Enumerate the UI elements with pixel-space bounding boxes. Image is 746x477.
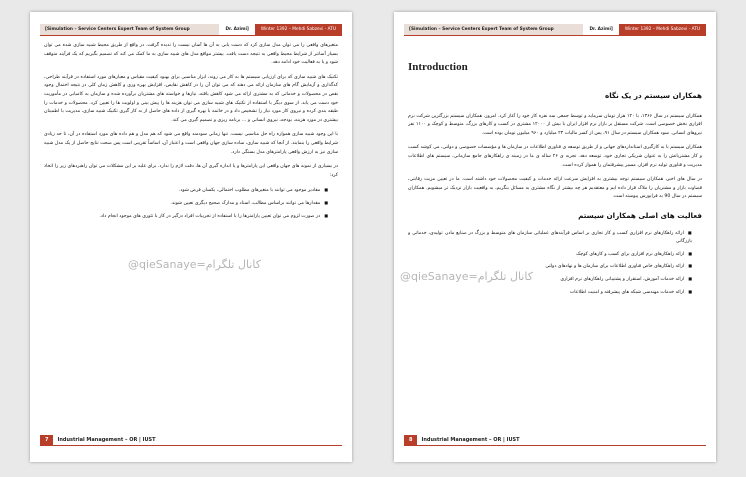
list-item: ■ ارائه راهکارهای خاص فناوری اطلاعات برای سازمان ها و نهادهای دولتی xyxy=(408,262,692,272)
document-page-right xyxy=(394,12,716,462)
page-number: 8 xyxy=(404,435,417,446)
header-title: [Simulation – Service Centers Expert Team of System Group xyxy=(40,24,219,35)
header-rule xyxy=(404,35,706,36)
paragraph: همکاران سیستم در سال ۱۳۶۶، با ۱۲۰ هزار تومان سرمایه و توسط جمعی سه نفره کار خود را آغاز کرد. امروز، همکاران سیستم بزرگترین شرکت نرم افزاری بخش خصوصی است. شرکت مستقل بر بازار نرم افزار ایران با بیش از ۱۲۰۰۰ مشتری در کسب و کارهای بزرگ، متوسط و کوچک و ۱۱۰۰ نفر نیروهای انسانی. سود همکاران سیستم در سال ۹۱، پس از کسر مالیات ۲۳ میلیارد و ۹۶۰ میلیون تومان بوده است. xyxy=(408,113,702,136)
list-item: ■ ارائه خدمات آموزش، استقرار و پشتیبانی راهکارهای نرم افزاری xyxy=(408,275,692,285)
section-heading: همکاران سیستم در یک نگاه xyxy=(604,91,702,100)
page-header xyxy=(40,24,342,35)
page-footer xyxy=(40,435,342,446)
watermark-text: @qieSanaye=کانال تلگرام xyxy=(400,270,533,283)
page-body xyxy=(408,76,702,428)
list-item: ■ ارائه راهکارهای نرم افزاری برای کسب و کارهای کوچک xyxy=(408,250,692,260)
list-item: ■ مقدارها می توانند براساس مطالب، اسناد و مدارک صحیح دیگری تعیین شوند. xyxy=(44,199,328,209)
paragraph: تکنیک های شبیه سازی که برای ارزیابی سیستم ها به کار می روند، ابزار مناسبی برای بهبود کیفیت مقیاس و معیارهای مورد استفاده در فرآیند طراحی، کدگذاری و آزمایش گام های سازمان ارائه می دهند که می توان آن را در کاهش نقایص، افزایش بهره وری و کاهش زمان کلی در نتیجه احتمال وجود نقص در محصولات و خدماتی که به مشتری ارائه می شود کاهش یافته، نیازها و خواسته های مشتریان برآورده شده و سازمان به کامیابی در مأموریت خود دست می یابد. از سوی دیگر با استفاده از تکنیک های شبیه سازی می توان هزینه ها را پیش بینی و اولویت ها را تعیین کرد. محصولات و خدمات را طبقه بندی کرده و نیروی کار مورد نیاز را تشخیص داد و در خاتمه با بهره گیری از داده های حاصل از به کار گیری تکنیک شبیه سازی، مدیریت با اطمینان بیشتری در مورد هزینه، بودجه، نیروی انسانی و ... برنامه ریزی و تصمیم گیری می کند. xyxy=(44,74,338,123)
list-item: ■ در صورت لزوم می توان تعیین پارامترها را با استفاده از تجربیات افراد درگیر در کار با تئوری های موجود انجام داد. xyxy=(44,212,328,222)
document-page-left xyxy=(30,12,352,462)
footer-course: Industrial Management – OR | IUST xyxy=(57,437,156,443)
header-rule xyxy=(40,35,342,36)
header-author: Dr. Azimi] xyxy=(583,24,618,35)
header-title: [Simulation – Service Centers Expert Team of System Group xyxy=(404,24,583,35)
list-item: ■ ارائه خدمات مهندسی شبکه های پیشرفته و امنیت اطلاعات xyxy=(408,288,692,298)
paragraph: همکاران سیستم با به کارگیری استانداردهای جهانی و از طریق توسعه ی فناوری اطلاعات در سازمان ها و مؤسسات خصوصی و دولتی، می کوشد کسب و کار مشتریانش را به عنوان شریکی تجاری خود، توسعه دهد. تجربه ی ۲۶ ساله ی ما در زمینه ی راهکارهای جامع سازمانی، سیستم های اطلاعات مدیریت و فناوری تولید نرم افزار، مسیر پیشرفتمان را هموار کرده است. xyxy=(408,145,702,168)
header-author: Dr. Azimi] xyxy=(219,24,254,35)
paragraph: با این وجود شبیه سازی همواره راه حل مناسبی نیست. تنها زمانی سودمند واقع می شود که هم مدل و هم داده های مورد استفاده در آن، تا حد زیادی شرایط واقعی را بنمایند. از آنجا که شبیه سازی، ساده سازی جهان واقعی است و اعتبار آن، اساساً تقریبی است پس صحت نتایج حاصل از یک مدل شبیه سازی نیز به ارزش واقعی پارامترهای مدل بستگی دارد. xyxy=(44,132,338,155)
list-item: ■ مقادیر موجود می توانند با متغیرهای مطلوب احتمالی، یکسان فرض شود. xyxy=(44,186,328,196)
list-item: ■ ارائه راهکارهای نرم افزاری کسب و کار تجاری بر اساس فرآیندهای عملیاتی سازمان های متوسط و بزرگ در صنایع مادر، تولیدی، خدماتی و بازرگانی xyxy=(408,229,692,247)
paragraph: در بسیاری از نمونه های جهان واقعی این پارامترها و یا اندازه گیری آن ها، دقت لازم را ندارد. برای غلبه بر این مشکلات می توان راهبردهای زیر را اتخاذ کرد: xyxy=(44,164,338,178)
bullet-list xyxy=(44,186,338,221)
header-term: Winter 1392 – Mehdi Sabzevi - ATU xyxy=(619,24,706,35)
section-title: Introduction xyxy=(408,61,468,73)
paragraph: متغیرهای واقعی را می توان مدل سازی کرد که دست یابی به آن ها آسان نیست را تدیده گرفت. در واقع از طریق محیط شبیه سازی شده می توان بسیار آسانتر از شرایط محیط واقعی به نتیجه دست یافت. بیشتر مواقع مدل های شبیه سازی به ما کمک می کند که تصمیم بگیریم که یک فرآیند متوقف شود و یا به فعالیت خود ادامه دهد. xyxy=(44,43,338,66)
section-heading: فعالیت های اصلی همکاران سیستم xyxy=(578,210,702,220)
page-body xyxy=(44,42,338,428)
paragraph: در سال های اخیر، همکاران سیستم توجه بیشتری به افزایش سرعت ارائه خدمات و کیفیت محصولات خود داشته است. ما در تعیین مزیت رقابتی، قضاوت بازار و مشتریان را ملاک قرار داده ایم و معتقدیم هر چه بیشتر از نگاه مشتری به مسائل بنگریم، به واقعیت بازار نزدیک تر میشویم. همکاران سیستم در سال 90 به فرابورس پیوسته است. xyxy=(408,177,702,200)
header-term: Winter 1392 – Mehdi Sabzevi - ATU xyxy=(255,24,342,35)
watermark-text: @qieSanaye=کانال تلگرام xyxy=(128,258,261,271)
bullet-list xyxy=(408,229,702,298)
page-footer xyxy=(404,435,706,446)
page-number: 7 xyxy=(40,435,53,446)
footer-course: Industrial Management – OR | IUST xyxy=(421,437,520,443)
page-header xyxy=(404,24,706,35)
